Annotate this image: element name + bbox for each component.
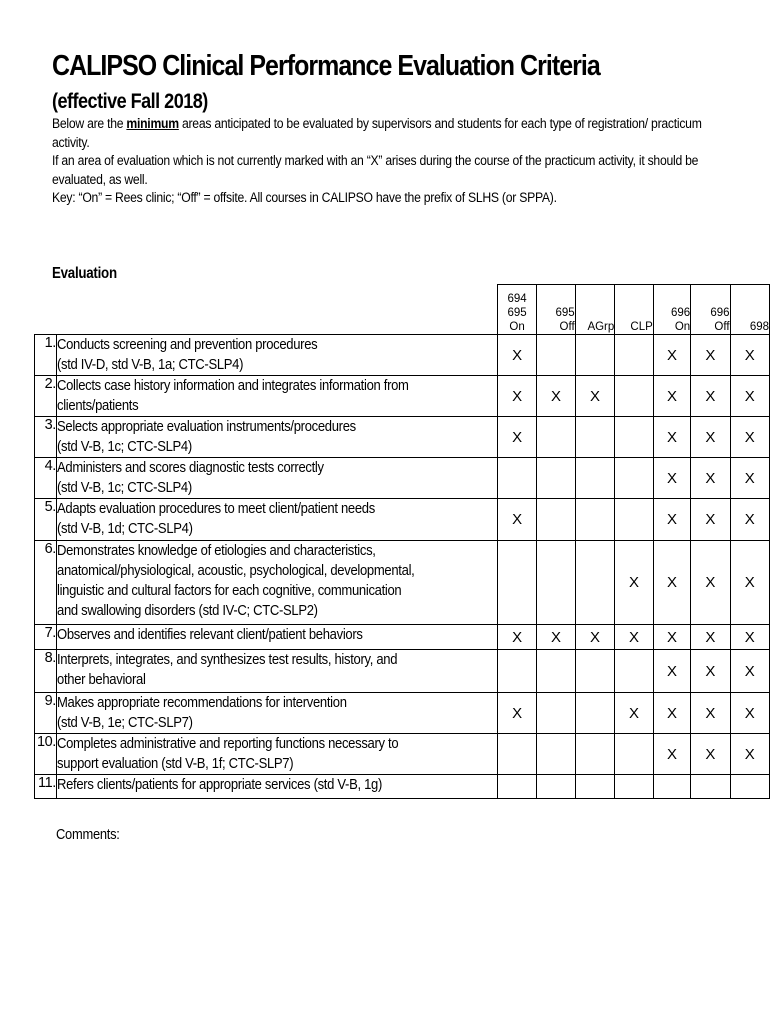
x-mark: X (744, 662, 755, 680)
mark-cell (691, 499, 730, 541)
mark-cell (653, 376, 690, 417)
mark-cell (653, 541, 690, 625)
criterion-number: 4. (35, 458, 57, 499)
criterion-row (35, 734, 770, 775)
mark-cell (653, 625, 690, 650)
mark-cell (537, 417, 575, 458)
mark-cell (575, 734, 615, 775)
criterion-cell (56, 693, 497, 734)
x-mark: X (666, 628, 677, 646)
criterion-number: 8. (35, 650, 57, 693)
criterion-row (35, 417, 770, 458)
criterion-number: 11. (35, 775, 57, 799)
criterion-row (35, 650, 770, 693)
mark-cell (691, 734, 730, 775)
mark-cell (691, 650, 730, 693)
criterion-number: 6. (35, 541, 57, 625)
x-mark: X (744, 469, 755, 487)
x-mark: X (705, 511, 716, 528)
x-mark: X (744, 704, 755, 722)
mark-cell (615, 650, 654, 693)
mark-cell (615, 734, 654, 775)
mark-cell (575, 775, 615, 799)
mark-cell (497, 775, 536, 799)
criterion-row (35, 625, 770, 650)
mark-cell (691, 693, 730, 734)
mark-cell (730, 417, 769, 458)
mark-cell (653, 417, 690, 458)
x-mark: X (744, 428, 755, 446)
criterion-text: Completes administrative and reporting functions necessary to support evaluation (std V-B, 1f; CTC-SLP7) (56, 736, 399, 772)
mark-cell (730, 541, 769, 625)
criterion-text: Selects appropriate evaluation instruments/procedures (std V-B, 1c; CTC-SLP4) (56, 419, 356, 455)
x-mark: X (744, 574, 755, 591)
criterion-cell (56, 734, 497, 775)
x-mark: X (512, 628, 523, 646)
mark-cell (730, 376, 769, 417)
x-mark: X (550, 387, 561, 405)
criterion-row (35, 541, 770, 625)
mark-cell (691, 541, 730, 625)
mark-cell (575, 417, 615, 458)
x-mark: X (705, 387, 716, 405)
criterion-text: Administers and scores diagnostic tests correctly (std V-B, 1c; CTC-SLP4) (56, 460, 324, 496)
mark-cell (691, 775, 730, 799)
x-mark: X (705, 469, 716, 487)
mark-cell (575, 335, 615, 376)
mark-cell (497, 541, 536, 625)
criterion-cell (56, 650, 497, 693)
mark-cell (615, 775, 654, 799)
mark-cell (497, 734, 536, 775)
mark-cell (653, 693, 690, 734)
mark-cell (653, 335, 690, 376)
x-mark: X (705, 428, 716, 446)
column-header: 696 On (653, 285, 690, 335)
mark-cell (691, 417, 730, 458)
mark-cell (497, 417, 536, 458)
column-header: AGrp (575, 285, 615, 335)
x-mark: X (744, 628, 755, 646)
criterion-number: 3. (35, 417, 57, 458)
intro-line1-after: areas anticipated to be evaluated by supervisors and students for each type of registration/ practicum activity. (52, 116, 702, 151)
x-mark: X (705, 745, 716, 763)
mark-cell (497, 376, 536, 417)
column-header: CLP (615, 285, 654, 335)
x-mark: X (666, 511, 677, 528)
criterion-text: Adapts evaluation procedures to meet client/patient needs (std V-B, 1d; CTC-SLP4) (56, 501, 375, 537)
x-mark: X (550, 628, 561, 646)
mark-cell (537, 499, 575, 541)
section-heading: Evaluation (52, 265, 117, 282)
mark-cell (615, 376, 654, 417)
x-mark: X (629, 628, 640, 646)
criterion-text: Refers clients/patients for appropriate services (std V-B, 1g) (56, 777, 382, 793)
mark-cell (575, 376, 615, 417)
criterion-row (35, 693, 770, 734)
x-mark: X (744, 346, 755, 364)
x-mark: X (589, 387, 600, 405)
x-mark: X (666, 387, 677, 405)
mark-cell (615, 335, 654, 376)
mark-cell (537, 693, 575, 734)
mark-cell (537, 625, 575, 650)
intro-text (52, 115, 706, 208)
intro-paragraph-1 (52, 115, 706, 152)
x-mark: X (666, 574, 677, 591)
criterion-cell (56, 458, 497, 499)
page-subtitle: (effective Fall 2018) (52, 90, 208, 113)
x-mark: X (629, 704, 640, 722)
x-mark: X (512, 387, 523, 405)
criterion-cell (56, 625, 497, 650)
mark-cell (691, 625, 730, 650)
x-mark: X (705, 346, 716, 364)
mark-cell (575, 541, 615, 625)
mark-cell (537, 335, 575, 376)
criterion-cell (56, 376, 497, 417)
column-header: 695 Off (537, 285, 575, 335)
mark-cell (575, 693, 615, 734)
evaluation-table (34, 284, 770, 799)
x-mark: X (512, 346, 523, 364)
mark-cell (575, 499, 615, 541)
x-mark: X (666, 428, 677, 446)
criterion-row (35, 458, 770, 499)
mark-cell (730, 775, 769, 799)
mark-cell (497, 625, 536, 650)
x-mark: X (744, 387, 755, 405)
mark-cell (691, 458, 730, 499)
mark-cell (691, 335, 730, 376)
x-mark: X (705, 662, 716, 680)
x-mark: X (705, 628, 716, 646)
x-mark: X (705, 704, 716, 722)
mark-cell (730, 625, 769, 650)
mark-cell (615, 499, 654, 541)
criteria-rows (35, 335, 770, 799)
x-mark: X (512, 511, 523, 528)
criterion-number: 9. (35, 693, 57, 734)
x-mark: X (666, 346, 677, 364)
mark-cell (653, 458, 690, 499)
mark-cell (497, 693, 536, 734)
criterion-cell (56, 541, 497, 625)
mark-cell (653, 499, 690, 541)
x-mark: X (512, 428, 523, 446)
mark-cell (615, 693, 654, 734)
criterion-text: Demonstrates knowledge of etiologies and characteristics, anatomical/physiological, acoustic, psychological, developmental, linguistic and cultural factors for each cognitive, communication and swallowing disorders (std IV-C; CTC-SLP2) (56, 543, 415, 619)
criterion-cell (56, 499, 497, 541)
x-mark: X (744, 511, 755, 528)
mark-cell (575, 458, 615, 499)
mark-cell (537, 376, 575, 417)
key-line: Key: “On” = Rees clinic; “Off” = offsite. All courses in CALIPSO have the prefix of SLHS (or SPPA). (52, 190, 557, 206)
intro-line1-before: Below are the (52, 116, 127, 132)
mark-cell (497, 650, 536, 693)
mark-cell (537, 734, 575, 775)
criterion-number: 2. (35, 376, 57, 417)
x-mark: X (512, 704, 523, 722)
intro-paragraph-2: If an area of evaluation which is not currently marked with an “X” arises during the course of the practicum activity, it should be evaluated, as well. (52, 153, 699, 188)
criterion-cell (56, 775, 497, 799)
mark-cell (730, 335, 769, 376)
criterion-text: Interprets, integrates, and synthesizes test results, history, and other behavioral (56, 652, 398, 688)
x-mark: X (666, 469, 677, 487)
page-title: CALIPSO Clinical Performance Evaluation Criteria (52, 50, 600, 82)
criterion-row (35, 376, 770, 417)
mark-cell (497, 335, 536, 376)
criterion-cell (56, 335, 497, 376)
intro-emphasis: minimum (126, 116, 179, 132)
mark-cell (537, 541, 575, 625)
mark-cell (730, 693, 769, 734)
criterion-number: 5. (35, 499, 57, 541)
criterion-number: 7. (35, 625, 57, 650)
column-header-row (35, 285, 770, 335)
criterion-row (35, 775, 770, 799)
mark-cell (615, 458, 654, 499)
comments-label: Comments: (56, 826, 120, 843)
criterion-row (35, 499, 770, 541)
column-header: 694 695 On (497, 285, 536, 335)
mark-cell (653, 734, 690, 775)
x-mark: X (666, 745, 677, 763)
criterion-text: Collects case history information and integrates information from clients/patients (56, 378, 409, 414)
criterion-text: Makes appropriate recommendations for intervention (std V-B, 1e; CTC-SLP7) (56, 695, 347, 731)
x-mark: X (666, 704, 677, 722)
criterion-row (35, 335, 770, 376)
mark-cell (575, 625, 615, 650)
mark-cell (615, 541, 654, 625)
x-mark: X (666, 662, 677, 680)
mark-cell (653, 775, 690, 799)
criterion-number: 10. (35, 734, 57, 775)
mark-cell (497, 458, 536, 499)
criterion-number: 1. (35, 335, 57, 376)
mark-cell (537, 650, 575, 693)
mark-cell (730, 499, 769, 541)
mark-cell (497, 499, 536, 541)
mark-cell (730, 650, 769, 693)
x-mark: X (744, 745, 755, 763)
mark-cell (615, 417, 654, 458)
column-header: 698 (730, 285, 769, 335)
criterion-cell (56, 417, 497, 458)
mark-cell (575, 650, 615, 693)
x-mark: X (589, 628, 600, 646)
column-header: 696 Off (691, 285, 730, 335)
mark-cell (691, 376, 730, 417)
mark-cell (730, 734, 769, 775)
mark-cell (537, 775, 575, 799)
criterion-text: Conducts screening and prevention procedures (std IV-D, std V-B, 1a; CTC-SLP4) (56, 337, 318, 373)
x-mark: X (705, 574, 716, 591)
mark-cell (653, 650, 690, 693)
mark-cell (615, 625, 654, 650)
criterion-text: Observes and identifies relevant client/patient behaviors (56, 627, 363, 643)
mark-cell (730, 458, 769, 499)
x-mark: X (629, 574, 640, 591)
mark-cell (537, 458, 575, 499)
